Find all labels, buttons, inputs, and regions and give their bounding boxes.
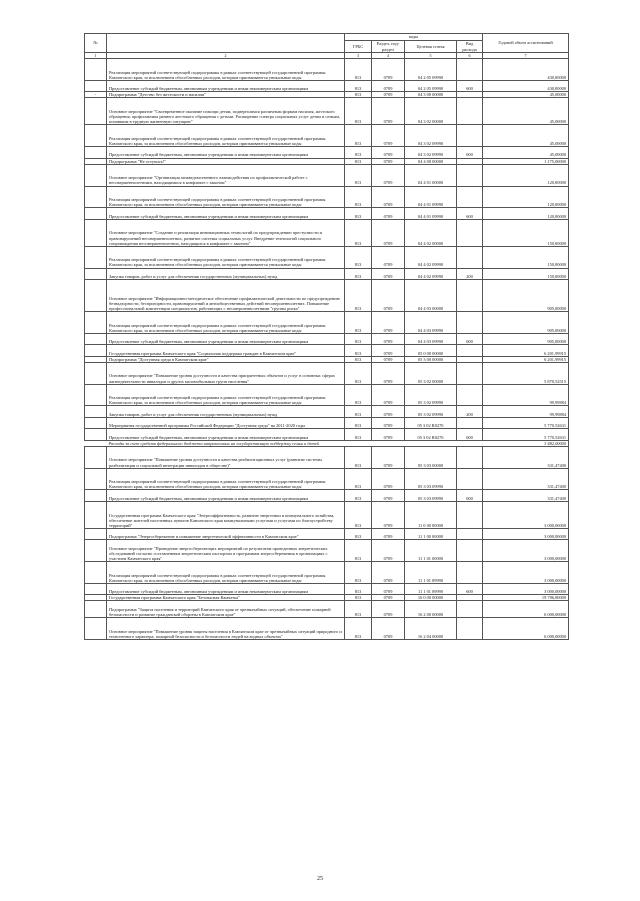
row-target-code: 04 4 01 09990: [405, 208, 457, 219]
table-row: [85, 147, 569, 158]
row-expense-type: [457, 617, 483, 639]
row-number: [85, 490, 107, 501]
colnum-1: 1: [85, 53, 107, 59]
row-expense-type: 600: [457, 333, 483, 344]
row-amount: 331,47400: [483, 446, 569, 468]
row-amount: 3 482,00000: [483, 440, 569, 446]
row-section: 0709: [372, 562, 405, 584]
row-name: Основное мероприятие "Повышение уровня доступности и качества реабилитационных услуг (развитие системы реабилитации и социальной интеграции инвалидов в обществе)": [107, 446, 345, 468]
row-target-code: 05 3 02 09990: [405, 384, 457, 406]
row-section: 0709: [372, 208, 405, 219]
table-row: [85, 562, 569, 584]
row-number: [85, 186, 107, 208]
row-section: 0709: [372, 219, 405, 246]
row-grbs: 813: [345, 80, 372, 91]
row-number: [85, 268, 107, 279]
row-expense-type: [457, 219, 483, 246]
row-grbs: 813: [345, 164, 372, 186]
row-target-code: 11 0 00 00000: [405, 501, 457, 528]
row-section: 0709: [372, 80, 405, 91]
row-amount: 99,99884: [483, 384, 569, 406]
row-target-code: 04 4 02 09990: [405, 246, 457, 268]
row-grbs: 813: [345, 186, 372, 208]
page-number: 25: [317, 876, 323, 882]
row-name: Подпрограмма "Защита населения и территорий Камчатского края от чрезвычайных ситуаций, обеспечение пожарной безопасности и развитие гражданской обороны в Камчатском крае": [107, 601, 345, 618]
row-amount: 6 000,00000: [483, 617, 569, 639]
row-grbs: 813: [345, 279, 372, 311]
header-no: №: [85, 34, 107, 53]
row-number: [85, 147, 107, 158]
row-target-code: 04 4 00 00000: [405, 158, 457, 164]
table-header: [85, 34, 569, 59]
row-section: 0709: [372, 125, 405, 147]
row-expense-type: 200: [457, 268, 483, 279]
row-number: [85, 417, 107, 428]
row-target-code: 11 1 00 00000: [405, 528, 457, 539]
row-grbs: 813: [345, 384, 372, 406]
row-grbs: 813: [345, 356, 372, 362]
row-name: Предоставление субсидий бюджетным, автономным учреждениям и иным некоммерческим организациям: [107, 208, 345, 219]
row-section: 0709: [372, 528, 405, 539]
colnum-2: 2: [107, 53, 345, 59]
row-expense-type: 600: [457, 80, 483, 91]
table-row: [85, 312, 569, 334]
table-row: [85, 98, 569, 125]
row-amount: 430,00000: [483, 59, 569, 81]
header-vr: Вид расхода: [457, 41, 483, 53]
row-amount: 45,00000: [483, 98, 569, 125]
row-grbs: 813: [345, 59, 372, 81]
table-row: [85, 446, 569, 468]
row-expense-type: [457, 59, 483, 81]
row-name: Основное мероприятие "Информационно-методическое обеспечение профилактической деятельности по предупреждению безнадзорности, беспризорности, правонарушений и антиобщественных действий несовершеннолетних. Повышение профессиональной компетенции специалистов, работающих с несовершеннолетними "группы риска": [107, 279, 345, 311]
table-row: [85, 417, 569, 428]
row-name: Основное мероприятие "Проведение энергосберегающих мероприятий по результатам проведенных энергетических обследований согласно составленным энергетическим паспортам и программам энергосбережения в организациях с участием Камчатского края": [107, 540, 345, 562]
row-section: 0709: [372, 490, 405, 501]
row-name: Основное мероприятие "Повышение уровня доступности и качества приоритетных объектов и услуг в основных сферах жизнедеятельности инвалидов и других маломобильных групп населения": [107, 362, 345, 384]
row-section: 0709: [372, 186, 405, 208]
row-grbs: 813: [345, 583, 372, 594]
row-number: [85, 164, 107, 186]
row-number: [85, 617, 107, 639]
row-name: Закупка товаров, работ и услуг для обеспечения государственных (муниципальных) нужд: [107, 406, 345, 417]
row-grbs: 813: [345, 268, 372, 279]
row-target-code: 04 4 01 00000: [405, 164, 457, 186]
row-section: 0709: [372, 446, 405, 468]
row-target-code: 05 3 02 R0270: [405, 417, 457, 428]
row-amount: 150,00000: [483, 268, 569, 279]
row-number: [85, 540, 107, 562]
row-amount: 45,00000: [483, 147, 569, 158]
row-grbs: 813: [345, 595, 372, 601]
row-section: 0709: [372, 406, 405, 417]
row-amount: 3 000,00000: [483, 562, 569, 584]
row-expense-type: [457, 501, 483, 528]
row-grbs: 813: [345, 158, 372, 164]
row-name: Реализация мероприятий соответствующей подпрограммы в рамках соответствующей государственной программы Камчатского края, за исключением обособленных расходов, которым присваиваются уникальные коды: [107, 246, 345, 268]
row-name: Реализация мероприятий соответствующей подпрограммы в рамках соответствующей государственной программы Камчатского края, за исключением обособленных расходов, которым присваиваются уникальные коды: [107, 59, 345, 81]
row-name: Государственная программа Камчатского края "Социальная поддержка граждан в Камчатском крае": [107, 345, 345, 356]
row-target-code: 04 3 02 09990: [405, 147, 457, 158]
row-grbs: 813: [345, 92, 372, 98]
row-target-code: 05 3 02 09990: [405, 406, 457, 417]
row-number: [85, 362, 107, 384]
row-grbs: 813: [345, 98, 372, 125]
row-name: Мероприятия государственной программы Российской Федерации "Доступная среда" на 2011-2020 годы: [107, 417, 345, 428]
table-row: [85, 246, 569, 268]
row-amount: 905,00000: [483, 279, 569, 311]
table-row: [85, 279, 569, 311]
row-grbs: 813: [345, 312, 372, 334]
row-target-code: 16 0 00 00000: [405, 595, 457, 601]
row-amount: 120,00000: [483, 208, 569, 219]
row-number: [85, 601, 107, 618]
row-name: Реализация мероприятий соответствующей подпрограммы в рамках соответствующей государственной программы Камчатского края, за исключением обособленных расходов, которым присваиваются уникальные коды: [107, 186, 345, 208]
row-number: [85, 429, 107, 440]
row-number: [85, 279, 107, 311]
row-number: [85, 125, 107, 147]
row-expense-type: [457, 164, 483, 186]
row-amount: 905,00000: [483, 312, 569, 334]
table-row: [85, 406, 569, 417]
table-row: [85, 80, 569, 91]
header-grbs: ГРБС: [345, 41, 372, 53]
row-expense-type: [457, 562, 483, 584]
header-name: [107, 34, 345, 53]
header-codes: коды: [345, 34, 483, 41]
row-target-code: 05 3 03 09990: [405, 468, 457, 490]
row-section: 0709: [372, 246, 405, 268]
row-grbs: 813: [345, 617, 372, 639]
row-expense-type: [457, 601, 483, 618]
row-target-code: 05 3 02 00000: [405, 362, 457, 384]
table-row: [85, 362, 569, 384]
row-target-code: 04 4 03 00000: [405, 279, 457, 311]
row-target-code: 04 2 05 09990: [405, 59, 457, 81]
table-row: [85, 208, 569, 219]
row-number: [85, 501, 107, 528]
row-number: [85, 406, 107, 417]
row-name: Основное мероприятие "Своевременное оказание помощи детям, подвергшимся различным формам насилия, жестокого обращения, профилактика раннего жестокого обращения с детьми. Расширение спектра социальных услуг детям и семьям, попавшим в трудную жизненную ситуацию": [107, 98, 345, 125]
row-name: Закупка товаров, работ и услуг для обеспечения государственных (муниципальных) нужд: [107, 268, 345, 279]
row-expense-type: 600: [457, 208, 483, 219]
row-number: [85, 59, 107, 81]
budget-sheet: [84, 33, 568, 640]
row-name: Реализация мероприятий соответствующей подпрограммы в рамках соответствующей государственной программы Камчатского края, за исключением обособленных расходов, которым присваиваются уникальные коды: [107, 312, 345, 334]
row-name: Подпрограмма "Энергосбережение и повышение энергетической эффективности в Камчатском крае": [107, 528, 345, 539]
row-target-code: 05 3 02 R0270: [405, 429, 457, 440]
table-row: [85, 429, 569, 440]
row-number: [85, 446, 107, 468]
row-name: Предоставление субсидий бюджетным, автономным учреждениям и иным некоммерческим организациям: [107, 429, 345, 440]
row-section: 0709: [372, 362, 405, 384]
row-grbs: 813: [345, 528, 372, 539]
row-section: 0709: [372, 468, 405, 490]
colnum-6: 6: [457, 53, 483, 59]
row-name: Реализация мероприятий соответствующей подпрограммы в рамках соответствующей государственной программы Камчатского края, за исключением обособленных расходов, которым присваиваются уникальные коды: [107, 562, 345, 584]
row-amount: 3 000,00000: [483, 583, 569, 594]
row-grbs: 813: [345, 446, 372, 468]
row-name: Подпрограмма "Не оступись!": [107, 158, 345, 164]
row-number: [85, 384, 107, 406]
budget-table: [84, 33, 569, 640]
row-expense-type: [457, 468, 483, 490]
row-section: 0709: [372, 147, 405, 158]
row-number: [85, 219, 107, 246]
row-grbs: 813: [345, 246, 372, 268]
colnum-4: 4: [372, 53, 405, 59]
row-name: Основное мероприятие "Повышение уровня защиты населения в Камчатском крае от чрезвычайных ситуаций природного и техногенного характера, пожарной безопасности и безопасности людей на водных объектах": [107, 617, 345, 639]
row-number: [85, 528, 107, 539]
row-target-code: 04 2 05 09990: [405, 80, 457, 91]
row-amount: 45,00000: [483, 92, 569, 98]
header-amount: Годовой объем ассигнований: [483, 34, 569, 53]
row-target-code: 16 2 04 00000: [405, 617, 457, 639]
row-number: [85, 80, 107, 91]
row-amount: 120,00000: [483, 164, 569, 186]
row-expense-type: 600: [457, 583, 483, 594]
table-row: [85, 219, 569, 246]
row-section: 0709: [372, 501, 405, 528]
table-row: [85, 617, 569, 639]
header-section: Раздел, под-раздел: [372, 41, 405, 53]
row-expense-type: [457, 279, 483, 311]
row-amount: 6 000,00000: [483, 601, 569, 618]
colnum-5: 5: [405, 53, 457, 59]
row-section: 0709: [372, 92, 405, 98]
table-row: [85, 501, 569, 528]
row-name: Государственная программа Камчатского края "Энергоэффективность, развитие энергетики и коммунального хозяйства, обеспечение жителей населенных пунктов Камчатского края коммунальными услугами и услугами по благоустройству территорий": [107, 501, 345, 528]
row-amount: 1 175,00000: [483, 158, 569, 164]
row-target-code: 05 3 03 00000: [405, 446, 457, 468]
row-name: Реализация мероприятий соответствующей подпрограммы в рамках соответствующей государственной программы Камчатского края, за исключением обособленных расходов, которым присваиваются уникальные коды: [107, 468, 345, 490]
row-target-code: 04 3 02 00000: [405, 98, 457, 125]
row-grbs: 813: [345, 147, 372, 158]
row-number: [85, 246, 107, 268]
table-row: [85, 345, 569, 356]
row-grbs: 813: [345, 562, 372, 584]
row-section: 0709: [372, 59, 405, 81]
row-name: Основное мероприятие "Создание и реализация инновационных технологий по предупреждению преступности и правонарушений несовершеннолетних, развитие системы социальных услуг. Внедрение технологий социального сопровождения несовершеннолетних, находящихся в конфликте с законом": [107, 219, 345, 246]
table-body: [85, 59, 569, 640]
row-number: [85, 312, 107, 334]
row-section: 0709: [372, 384, 405, 406]
row-target-code: 11 1 01 09990: [405, 562, 457, 584]
row-grbs: 813: [345, 501, 372, 528]
row-amount: 430,00000: [483, 80, 569, 91]
row-grbs: 813: [345, 125, 372, 147]
row-amount: 3 000,00000: [483, 540, 569, 562]
row-expense-type: [457, 312, 483, 334]
row-expense-type: 600: [457, 147, 483, 158]
row-name: Государственная программа Камчатского края "Безопасная Камчатка": [107, 595, 345, 601]
row-target-code: 11 1 01 00000: [405, 540, 457, 562]
row-amount: 5 870,52515: [483, 362, 569, 384]
row-expense-type: [457, 417, 483, 428]
row-section: 0709: [372, 333, 405, 344]
row-target-code: 04 4 02 09990: [405, 268, 457, 279]
colnum-7: 7: [483, 53, 569, 59]
row-section: 0709: [372, 98, 405, 125]
table-row: [85, 540, 569, 562]
header-target: Целевая статья: [405, 41, 457, 53]
row-name: Основное мероприятие "Организация межведомственного взаимодействия по профилактической работе с несовершеннолетними, находящимися в конфликте с законом": [107, 164, 345, 186]
row-expense-type: 600: [457, 429, 483, 440]
row-name: Предоставление субсидий бюджетным, автономным учреждениям и иным некоммерческим организациям: [107, 583, 345, 594]
row-expense-type: [457, 540, 483, 562]
row-amount: 150,00000: [483, 246, 569, 268]
row-section: 0709: [372, 540, 405, 562]
table-row: [85, 59, 569, 81]
row-number: [85, 468, 107, 490]
row-amount: 5 770,52631: [483, 417, 569, 428]
row-grbs: 813: [345, 468, 372, 490]
table-row: [85, 333, 569, 344]
row-number: [85, 333, 107, 344]
row-section: 0709: [372, 345, 405, 356]
colnum-3: 3: [345, 53, 372, 59]
row-amount: 6 201,99915: [483, 356, 569, 362]
row-expense-type: [457, 384, 483, 406]
row-grbs: 813: [345, 406, 372, 417]
row-section: 0709: [372, 356, 405, 362]
row-expense-type: 600: [457, 490, 483, 501]
row-name: Подпрограмма "Детство без жестокости и насилия": [107, 92, 345, 98]
row-amount: 5 770,52631: [483, 429, 569, 440]
row-name: Предоставление субсидий бюджетным, автономным учреждениям и иным некоммерческим организациям: [107, 80, 345, 91]
table-row: [85, 186, 569, 208]
row-amount: 120,00000: [483, 186, 569, 208]
table-row: [85, 583, 569, 594]
row-grbs: 813: [345, 490, 372, 501]
row-target-code: 11 1 01 09990: [405, 583, 457, 594]
row-expense-type: [457, 186, 483, 208]
row-section: 0709: [372, 279, 405, 311]
row-expense-type: [457, 528, 483, 539]
row-number: [85, 208, 107, 219]
row-grbs: 813: [345, 417, 372, 428]
row-amount: 3 000,00000: [483, 501, 569, 528]
row-name: Предоставление субсидий бюджетным, автономным учреждениям и иным некоммерческим организациям: [107, 490, 345, 501]
row-expense-type: [457, 362, 483, 384]
row-expense-type: 200: [457, 406, 483, 417]
row-number: [85, 583, 107, 594]
table-row: [85, 490, 569, 501]
row-target-code: 04 4 01 09990: [405, 186, 457, 208]
row-section: 0709: [372, 617, 405, 639]
table-row: [85, 164, 569, 186]
row-amount: 331,47400: [483, 490, 569, 501]
row-section: 0709: [372, 595, 405, 601]
row-number: [85, 562, 107, 584]
row-section: 0709: [372, 417, 405, 428]
row-name: Реализация мероприятий соответствующей подпрограммы в рамках соответствующей государственной программы Камчатского края, за исключением обособленных расходов, которым присваиваются уникальные коды: [107, 125, 345, 147]
row-target-code: 04 4 03 09990: [405, 312, 457, 334]
row-name: Расходы за счет средств федерального бюджета направленных на государственную поддержку семьи и детей: [107, 440, 345, 446]
row-amount: 45,00000: [483, 125, 569, 147]
row-name: Предоставление субсидий бюджетным, автономным учреждениям и иным некоммерческим организациям: [107, 333, 345, 344]
row-expense-type: [457, 345, 483, 356]
table-row: [85, 384, 569, 406]
table-row: [85, 268, 569, 279]
row-name: Подпрограмма "Доступная среда в Камчатском крае": [107, 356, 345, 362]
row-grbs: 813: [345, 208, 372, 219]
row-target-code: 05 3 03 09990: [405, 490, 457, 501]
row-amount: 6 201,99915: [483, 345, 569, 356]
row-number: -: [85, 92, 107, 98]
row-grbs: 813: [345, 333, 372, 344]
row-grbs: 813: [345, 362, 372, 384]
table-row: [85, 601, 569, 618]
row-target-code: 04 3 02 09990: [405, 125, 457, 147]
table-row: [85, 125, 569, 147]
row-expense-type: [457, 246, 483, 268]
table-row: [85, 468, 569, 490]
row-name: Предоставление субсидий бюджетным, автономным учреждениям и иным некоммерческим организациям: [107, 147, 345, 158]
row-number: [85, 98, 107, 125]
row-name: Реализация мероприятий соответствующей подпрограммы в рамках соответствующей государственной программы Камчатского края, за исключением обособленных расходов, которым присваиваются уникальные коды: [107, 384, 345, 406]
row-expense-type: [457, 125, 483, 147]
row-amount: 19 786,80000: [483, 595, 569, 601]
row-grbs: 813: [345, 345, 372, 356]
row-target-code: 04 3 00 00000: [405, 92, 457, 98]
row-amount: 331,47400: [483, 468, 569, 490]
row-section: 0709: [372, 158, 405, 164]
row-amount: 150,00000: [483, 219, 569, 246]
row-amount: 905,00000: [483, 333, 569, 344]
row-grbs: 813: [345, 429, 372, 440]
row-grbs: 813: [345, 219, 372, 246]
row-grbs: 813: [345, 540, 372, 562]
row-target-code: 04 4 03 09990: [405, 333, 457, 344]
row-section: 0709: [372, 164, 405, 186]
row-number: [85, 345, 107, 356]
row-amount: 3 000,00000: [483, 528, 569, 539]
table-row: [85, 528, 569, 539]
row-expense-type: [457, 446, 483, 468]
row-section: 0709: [372, 601, 405, 618]
row-expense-type: [457, 98, 483, 125]
row-amount: 99,99884: [483, 406, 569, 417]
row-section: 0709: [372, 268, 405, 279]
row-target-code: 05 0 00 00000: [405, 345, 457, 356]
row-target-code: 04 4 02 00000: [405, 219, 457, 246]
row-target-code: 05 3 00 00000: [405, 356, 457, 362]
row-section: 0709: [372, 583, 405, 594]
row-section: 0709: [372, 429, 405, 440]
row-grbs: 813: [345, 601, 372, 618]
row-section: 0709: [372, 312, 405, 334]
row-target-code: 16 2 00 00000: [405, 601, 457, 618]
